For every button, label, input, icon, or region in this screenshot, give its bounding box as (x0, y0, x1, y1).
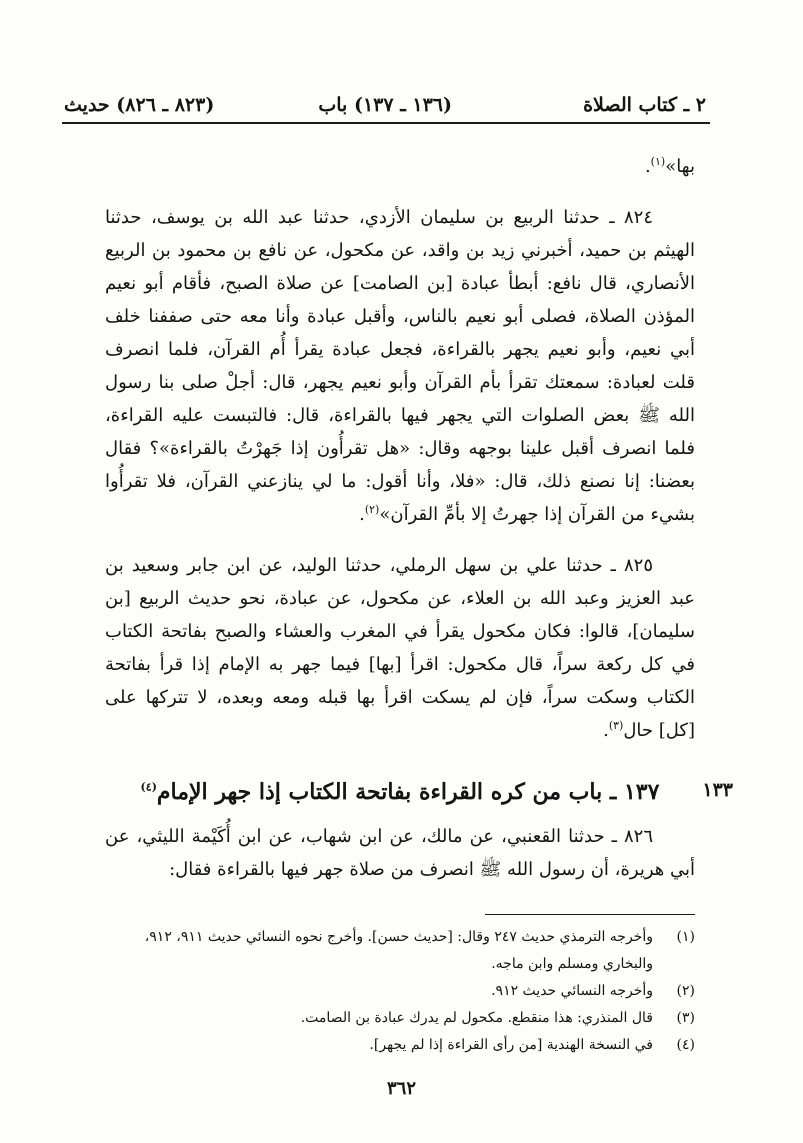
header-chapter: ٢ ـ كتاب الصلاة (583, 94, 706, 116)
footnote-ref: (٤) (140, 780, 157, 794)
main-text-continued (105, 820, 695, 886)
hadith-825: ٨٢٥ ـ حدثنا علي بن سهل الرملي، حدثنا الوليد، عن ابن جابر وسعيد بن عبد العزيز وعبد الله بن العلاء، عن مكحول، عن عبادة، نحو حديث الربيع [بن سليمان]، قالوا: فكان مكحول يقرأ في المغرب والعشاء والصبح بفاتحة الكتاب في كل ركعة سراً، قال مكحول: اقرأ [بها] فيما جهر به الإمام إذا قرأ بفاتحة الكتاب وسكت سراً، فإن لم يسكت اقرأ بها قبله ومعه وبعده، لا تتركها على [كل] حال$^{(٣)}$. (105, 555, 695, 741)
footnote-number: (٣) (676, 1010, 695, 1026)
header-hadith-range: (٨٢٣ ـ ٨٢٦) حديث (64, 94, 215, 116)
continuation-line: بها»$^{(١)}$. (644, 155, 695, 177)
page-number: ٣٦٢ (386, 1078, 416, 1099)
footnote-text: وأخرجه الترمذي حديث ٢٤٧ وقال: [حديث حسن]. وأخرج نحوه النسائي حديث ٩١١، ٩١٢، والبخاري ومسلم وابن ماجه. (144, 929, 653, 972)
footnote-ref: (١) (650, 155, 666, 168)
footnote-4 (105, 1032, 695, 1059)
footnote-2 (105, 978, 695, 1005)
main-text (105, 150, 695, 747)
footnote-text: في النسخة الهندية [من رأى القراءة إذا لم يجهر]. (369, 1037, 653, 1053)
bab-margin-number: ١٣٣ (702, 779, 733, 801)
footnote-1 (105, 924, 695, 978)
continuation-text: بها» (665, 156, 695, 177)
hadith-824-text: ٨٢٤ ـ حدثنا الربيع بن سليمان الأزدي، حدثنا عبد الله بن يوسف، حدثنا الهيثم بن حميد، أخبرني زيد بن واقد، عن مكحول، عن نافع بن محمود بن الربيع الأنصاري، قال نافع: أبطأ عبادة [بن الصامت] عن صلاة الصبح، فأقام أبو نعيم المؤذن الصلاة، فصلى أبو نعيم بالناس، وأقبل عبادة وأنا معه حتى صففنا خلف أبي نعيم، وأبو نعيم يجهر بالقراءة، فجعل عبادة يقرأ أُم القرآن، فلما انصرف قلت لعبادة: سمعتك تقرأ بأم القرآن وأبو نعيم يجهر، قال: أجلْ صلى بنا رسول الله ﷺ بعض الصلوات التي يجهر فيها بالقراءة، قال: فالتبست عليه القراءة، فلما انصرف أقبل علينا بوجهه وقال: «هل تقرأُون إذا جَهرْتُ بالقراءة»؟ فقال بعضنا: إنا نصنع ذلك، قال: «فلا، وأنا أقول: ما لي ينازعني القرآن، فلا تقرأُوا بشيء من القرآن إذا جهرتُ إلا بأمِّ القرآن» (105, 207, 695, 525)
running-header (62, 86, 710, 124)
header-bab-range: (١٣٦ ـ ١٣٧) باب (318, 94, 452, 116)
footnote-text: وأخرجه النسائي حديث ٩١٢. (491, 983, 653, 999)
footnote-rule (485, 914, 695, 915)
footnotes (105, 924, 695, 1059)
footnote-number: (١) (676, 929, 695, 945)
footnote-3 (105, 1005, 695, 1032)
footnote-text: قال المنذري: هذا منقطع. مكحول لم يدرك عبادة بن الصامت. (300, 1010, 653, 1026)
bab-heading (105, 775, 695, 809)
bab-title: ١٣٧ ـ باب من كره القراءة بفاتحة الكتاب إذا جهر الإمام (156, 779, 660, 805)
hadith-824: ٨٢٤ ـ حدثنا الربيع بن سليمان الأزدي، حدثنا عبد الله بن يوسف، حدثنا الهيثم بن حميد، أخبرني زيد بن واقد، عن مكحول، عن نافع بن محمود بن الربيع الأنصاري، قال نافع: أبطأ عبادة [بن الصامت] عن صلاة الصبح، فأقام أبو نعيم المؤذن الصلاة، فصلى أبو نعيم بالناس، وأقبل عبادة وأنا معه حتى صففنا خلف أبي نعيم، وأبو نعيم يجهر بالقراءة، فجعل عبادة يقرأ أُم القرآن، فلما انصرف قلت لعبادة: سمعتك تقرأ بأم القرآن وأبو نعيم يجهر، قال: أجلْ صلى بنا رسول الله ﷺ بعض الصلوات التي يجهر فيها بالقراءة، قال: فالتبست عليه القراءة، فلما انصرف أقبل علينا بوجهه وقال: «هل تقرأُون إذا جَهرْتُ بالقراءة»؟ فقال بعضنا: إنا نصنع ذلك، قال: «فلا، وأنا أقول: ما لي ينازعني القرآن، فلا تقرأُوا بشيء من القرآن إذا جهرتُ إلا بأمِّ القرآن»$^{(٢)}$. (105, 207, 695, 525)
hadith-826: ٨٢٦ ـ حدثنا القعنبي، عن مالك، عن ابن شهاب، عن ابن أُكَيْمة الليثي، عن أبي هريرة، أن رسول الله ﷺ انصرف من صلاة جهر فيها بالقراءة فقال: (105, 826, 695, 880)
footnote-ref: (٣) (608, 719, 624, 732)
footnote-number: (٢) (676, 983, 695, 999)
footnote-ref: (٢) (364, 503, 380, 516)
hadith-825-text: ٨٢٥ ـ حدثنا علي بن سهل الرملي، حدثنا الوليد، عن ابن جابر وسعيد بن عبد العزيز وعبد الله بن العلاء، عن مكحول، عن عبادة، نحو حديث الربيع [بن سليمان]، قالوا: فكان مكحول يقرأ في المغرب والعشاء والصبح بفاتحة الكتاب في كل ركعة سراً، قال مكحول: اقرأ [بها] فيما جهر به الإمام إذا قرأ بفاتحة الكتاب وسكت سراً، فإن لم يسكت اقرأ بها قبله ومعه وبعده، لا تتركها على [كل] حال (105, 555, 695, 741)
footnote-number: (٤) (676, 1037, 695, 1053)
